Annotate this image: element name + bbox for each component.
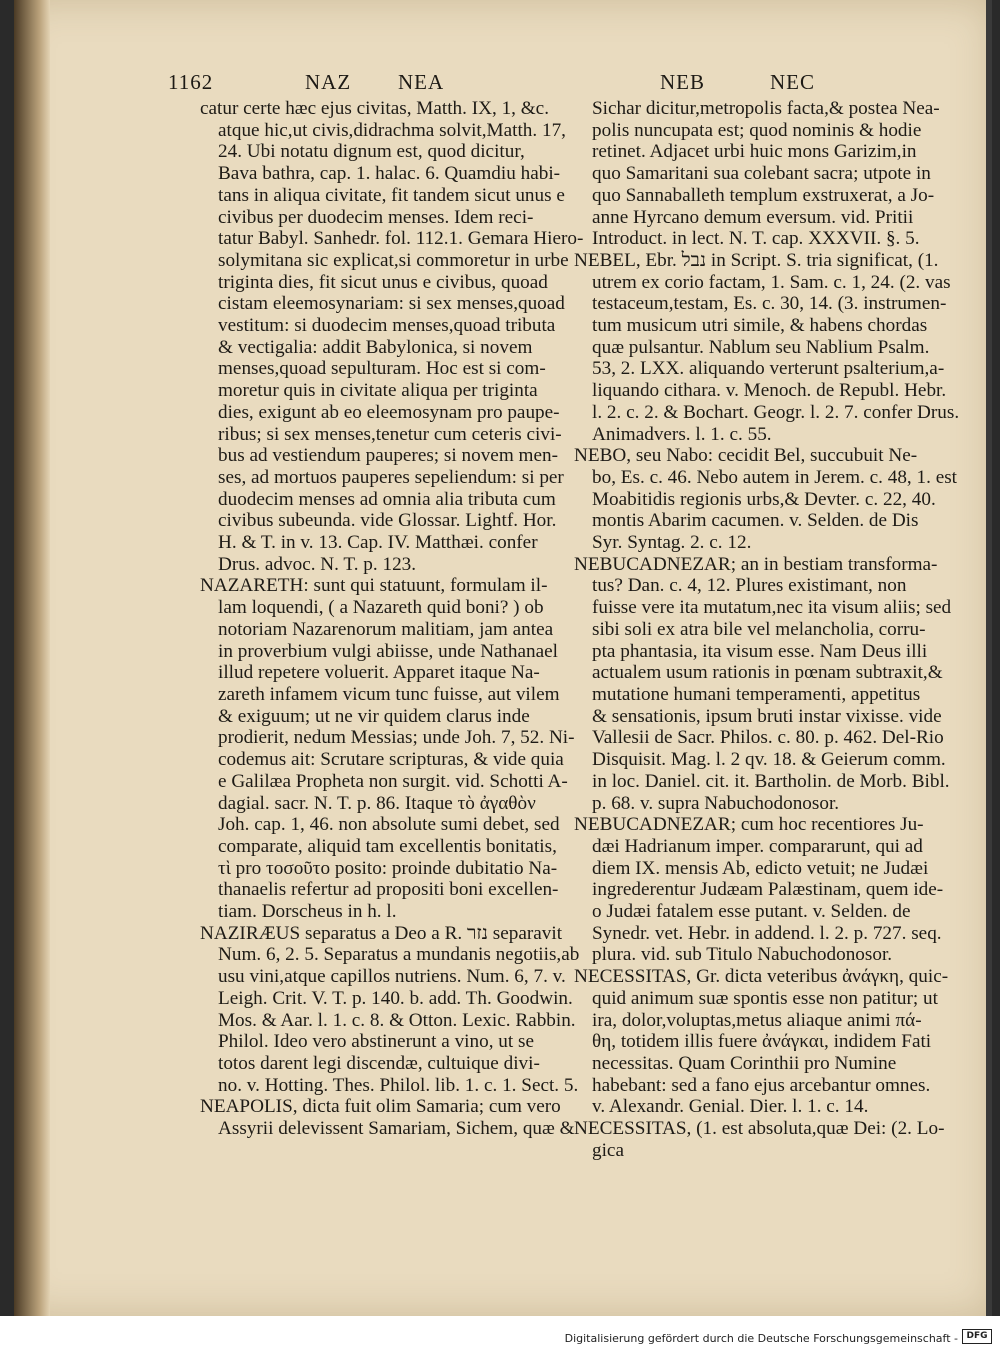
text-line: cistam eleemosynariam: si sex menses,quoad [218,293,565,315]
book-gutter [14,0,50,1316]
text-line: totos darent legi discendæ, cultuique divi- [218,1052,540,1074]
text-line: dæi Hadrianum imper. compararunt, qui ad [592,835,923,857]
text-line: tiam. Dorscheus in h. l. [218,901,397,923]
text-line: dies, exigunt ab eo eleemosynam pro paupe- [218,401,560,423]
text-line: zareth infamem vicum tunc fuisse, aut vilem [218,683,560,705]
text-line: fuisse vere ita mutatum,nec ita visum aliis; sed [592,597,952,619]
text-line: in loc. Daniel. cit. it. Bartholin. de Morb. Bibl. [592,770,950,792]
text-line: actualem usum rationis in pœnam subtraxit,& [592,662,943,684]
text-line: plura. vid. sub Titulo Nabuchodonosor. [592,944,893,966]
text-line: Assyrii delevissent Samariam, Sichem, quæ & [218,1118,575,1140]
guide-word-neb: NEB [660,70,705,94]
text-line: tus? Dan. c. 4, 12. Plures existimant, non [592,575,907,597]
text-line: civibus per duodecim menses. Idem reci- [218,206,534,228]
left-text-column [200,98,584,1140]
text-line: montis Abarim cacumen. v. Selden. de Dis [592,510,919,532]
text-line: solymitana sic explicat,si commoretur in urbe [218,249,569,271]
text-line: NEBO, seu Nabo: cecidit Bel, succubuit Ne- [574,445,918,467]
text-line: comparate, aliquid tam excellentis bonitatis, [218,835,557,857]
text-line: Num. 6, 2. 5. Separatus a mundanis negotiis,ab [218,944,580,966]
text-line: ira, dolor,voluptas,metus aliaque animi πά- [592,1009,922,1031]
text-line: tans in aliqua civitate, fit tandem sicut unus e [218,184,565,206]
text-line: Moabitidis regionis urbs,& Devter. c. 22, 40. [592,488,936,510]
text-line: anne Hyrcano demum eversum. vid. Pritii [592,206,914,228]
text-line: testaceum,testam, Es. c. 30, 14. (3. instrumen- [592,293,947,315]
text-line: polis nuncupata est; quod nominis & hodie [592,119,922,141]
text-line: mutatione humani temperamenti, appetitus [592,683,921,705]
text-line: illud repetere voluerit. Apparet itaque Na- [218,662,540,684]
text-line: ingrederentur Judæam Palæstinam, quem ide- [592,879,944,901]
right-text-column [574,98,960,1161]
text-line: o Judæi fatalem esse putant. v. Selden. de [592,901,911,923]
text-line: Bava bathra, cap. 1. halac. 6. Quamdiu habi- [218,163,561,185]
digitization-footer [0,1316,1000,1347]
text-line: tum musicum utri simile, & habens chordas [592,315,928,337]
page-edge [986,0,992,1316]
text-line: quid animum suæ spontis esse non patitur; ut [592,987,938,1009]
text-line: menses,quoad sepulturam. Hoc est si com- [218,358,546,380]
text-line: habebant: sed a fano ejus arcebantur omnes. [592,1074,931,1096]
text-line: Introduct. in lect. N. T. cap. XXXVII. §. 5. [592,228,920,250]
text-line: v. Alexandr. Genial. Dier. l. 1. c. 14. [592,1096,869,1118]
text-line: bus ad vestiendum pauperes; si novem men- [218,445,558,467]
text-line: & sensationis, ipsum bruti instar vixisse. vide [592,705,942,727]
text-line: sibi soli ex atra bile vel melancholia, corru- [592,618,926,640]
guide-word-nec: NEC [770,70,815,94]
text-line: moretur quis in civitate aliqua per triginta [218,380,538,402]
text-line: bo, Es. c. 46. Nebo autem in Jerem. c. 48, 1. est [592,466,958,488]
text-line: ribus; si sex menses,tenetur cum ceteris civi- [218,423,562,445]
text-line: tatur Babyl. Sanhedr. fol. 112.1. Gemara Hiero- [218,228,584,250]
text-line: usu vini,atque capillos nutriens. Num. 6, 7. v. [218,966,566,988]
text-line: utrem ex corio factam, 1. Sam. c. 1, 24. (2. vas [592,271,951,293]
text-line: retinet. Adjacet urbi huic mons Garizim,in [592,141,917,163]
text-line: Syr. Syntag. 2. c. 12. [592,532,752,554]
text-line: 53, 2. LXX. aliquando verterunt psalterium,a- [592,358,945,380]
text-line: lam loquendi, ( a Nazareth quid boni? ) ob [218,597,544,619]
text-line: necessitas. Quam Corinthii pro Numine [592,1052,897,1074]
text-line: Drus. advoc. N. T. p. 123. [218,553,417,575]
text-line: Vallesii de Sacr. Philos. c. 80. p. 462. Del-Rio [592,727,944,749]
text-line: NEBEL, Ebr. נבל in Script. S. tria significat, (1. [574,249,939,271]
text-line: in proverbium vulgi abiisse, unde Nathanael [218,640,558,662]
funding-notice: Digitalisierung gefördert durch die Deutsche Forschungsgemeinschaft - [564,1332,958,1345]
text-line: vestitum: si duodecim menses,quoad tributa [218,315,556,337]
text-line: Mos. & Aar. l. 1. c. 8. & Otton. Lexic. Rabbin. [218,1009,576,1031]
text-line: Synedr. vet. Hebr. in addend. l. 2. p. 727. seq. [592,922,942,944]
text-line: quo Sannaballeth templum exstruxerat, a Jo- [592,184,935,206]
text-line: NAZARETH: sunt qui statuunt, formulam il- [200,575,548,597]
text-line: dagial. sacr. N. T. p. 86. Itaque τὸ ἀγαθὸν [218,792,536,814]
text-line: H. & T. in v. 13. Cap. IV. Matthæi. confer [218,532,538,554]
text-line: duodecim menses ad omnia alia tributa cum [218,488,556,510]
text-line: p. 68. v. supra Nabuchodonosor. [592,792,840,814]
text-line: NEBUCADNEZAR; cum hoc recentiores Ju- [574,814,924,836]
dfg-logo: DFG [962,1329,992,1344]
text-line: Joh. cap. 1, 46. non absolute sumi debet, sed [218,814,560,836]
text-line: Animadvers. l. 1. c. 55. [592,423,772,445]
text-line: NEBUCADNEZAR; an in bestiam transforma- [574,553,938,575]
page-number: 1162 [168,70,214,94]
text-line: NEAPOLIS, dicta fuit olim Samaria; cum vero [200,1096,561,1118]
text-line: quæ pulsantur. Nablum seu Nablium Psalm. [592,336,930,358]
text-line: triginta dies, fit sicut unus e civibus, quoad [218,271,548,293]
text-line: civibus subeunda. vide Glossar. Lightf. Hor. [218,510,557,532]
text-line: Sichar dicitur,metropolis facta,& postea Nea- [592,98,940,119]
text-line: codemus ait: Scrutare scripturas, & vide quia [218,749,564,771]
text-line: liquando cithara. v. Menoch. de Republ. Hebr. [592,380,947,402]
text-line: & vectigalia: addit Babylonica, si novem [218,336,533,358]
text-line: atque hic,ut civis,didrachma solvit,Matth. 17, [218,119,566,141]
text-line: NECESSITAS, (1. est absoluta,quæ Dei: (2. Lo- [574,1118,945,1140]
text-line: e Galilæa Propheta non surgit. vid. Schotti A- [218,770,568,792]
text-line: θη, totidem illis fuere ἀνάγκαι, indidem Fati [592,1031,932,1053]
text-line: quo Samaritani sua colebant sacra; utpote in [592,163,931,185]
text-line: no. v. Hotting. Thes. Philol. lib. 1. c. 1. Sect. 5. [218,1074,579,1096]
text-line: l. 2. c. 2. & Bochart. Geogr. l. 2. 7. confer Drus. [592,401,960,423]
text-line: diem IX. mensis Ab, edicto vetuit; ne Judæi [592,857,929,879]
text-line: Disquisit. Mag. l. 2 qv. 18. & Geierum comm. [592,749,946,771]
text-line: Philol. Ideo vero abstinerunt a vino, ut se [218,1031,535,1053]
text-line: pta phantasia, ita visum esse. Nam Deus illi [592,640,928,662]
text-line: NAZIRÆUS separatus a Deo a R. נזר separavit [200,922,563,944]
text-line: catur certe hæc ejus civitas, Matth. IX, 1, &c. [200,98,549,119]
text-line: NECESSITAS, Gr. dicta veteribus ἀνάγκη, quic- [574,966,949,988]
text-line: ses, ad mortuos pauperes sepeliendum: si per [218,466,564,488]
text-line: τὶ pro τοσοῦτο posito: proinde dubitatio Na- [218,857,558,879]
text-line: 24. Ubi notatu dignum est, quod dicitur, [218,141,525,163]
guide-word-naz: NAZ [305,70,352,94]
text-line: & exiguum; ut ne vir quidem clarus inde [218,705,530,727]
text-line: prodierit, nedum Messias; unde Joh. 7, 52. Ni- [218,727,575,749]
text-line: Leigh. Crit. V. T. p. 140. b. add. Th. Goodwin. [218,987,573,1009]
text-line: thanaelis refertur ad propositi boni excellen- [218,879,559,901]
text-line: notoriam Nazarenorum malitiam, jam antea [218,618,554,640]
guide-word-nea: NEA [398,70,445,94]
text-line: gica [592,1139,624,1161]
